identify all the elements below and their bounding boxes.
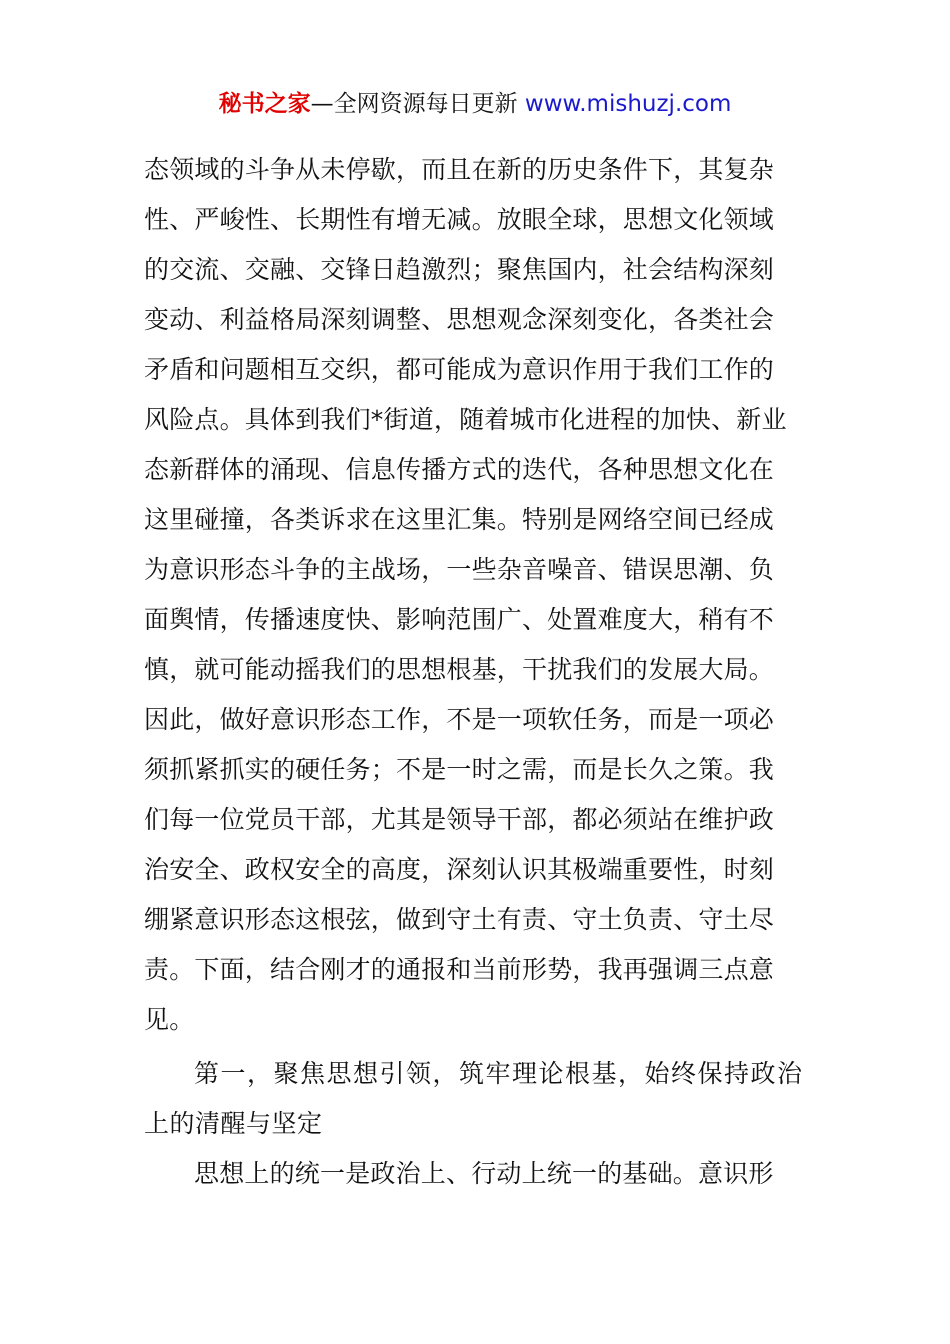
body-line: 风险点。具体到我们*街道，随着城市化进程的加快、新业 bbox=[144, 405, 787, 434]
site-tagline: —全网资源每日更新 bbox=[310, 91, 525, 117]
body-line: 为意识形态斗争的主战场，一些杂音噪音、错误思潮、负 bbox=[144, 555, 775, 584]
paragraph-first-line: 思想上的统一是政治上、行动上统一的基础。意识形 bbox=[194, 1159, 774, 1188]
section-heading-continued: 上的清醒与坚定 bbox=[144, 1109, 323, 1138]
body-line: 因此，做好意识形态工作，不是一项软任务，而是一项必 bbox=[144, 705, 775, 734]
site-url-link[interactable]: www.mishuzj.com bbox=[524, 91, 732, 117]
body-line: 变动、利益格局深刻调整、思想观念深刻变化，各类社会 bbox=[144, 305, 775, 334]
body-line: 性、严峻性、长期性有增无减。放眼全球，思想文化领域 bbox=[144, 205, 775, 234]
body-line: 须抓紧抓实的硬任务；不是一时之需，而是长久之策。我 bbox=[144, 755, 775, 784]
body-line: 态领域的斗争从未停歇，而且在新的历史条件下，其复杂 bbox=[144, 155, 775, 184]
body-line: 矛盾和问题相互交织，都可能成为意识作用于我们工作的 bbox=[144, 355, 775, 384]
body-line: 见。 bbox=[144, 1005, 195, 1034]
body-line: 们每一位党员干部，尤其是领导干部，都必须站在维护政 bbox=[144, 805, 775, 834]
site-header bbox=[0, 86, 950, 122]
body-line: 责。下面，结合刚才的通报和当前形势，我再强调三点意 bbox=[144, 955, 775, 984]
body-line: 面舆情，传播速度快、影响范围广、处置难度大，稍有不 bbox=[144, 605, 775, 634]
body-line: 慎，就可能动摇我们的思想根基，干扰我们的发展大局。 bbox=[144, 655, 775, 684]
section-heading: 第一，聚焦思想引领，筑牢理论根基，始终保持政治 bbox=[194, 1059, 804, 1088]
body-line: 态新群体的涌现、信息传播方式的迭代，各种思想文化在 bbox=[144, 455, 775, 484]
body-line: 的交流、交融、交锋日趋激烈；聚焦国内，社会结构深刻 bbox=[144, 255, 775, 284]
site-brand: 秘书之家 bbox=[218, 91, 311, 117]
body-line: 绷紧意识形态这根弦，做到守土有责、守土负责、守土尽 bbox=[144, 905, 775, 934]
body-line: 治安全、政权安全的高度，深刻认识其极端重要性，时刻 bbox=[144, 855, 775, 884]
body-line: 这里碰撞，各类诉求在这里汇集。特别是网络空间已经成 bbox=[144, 505, 775, 534]
document-body bbox=[144, 145, 808, 1199]
